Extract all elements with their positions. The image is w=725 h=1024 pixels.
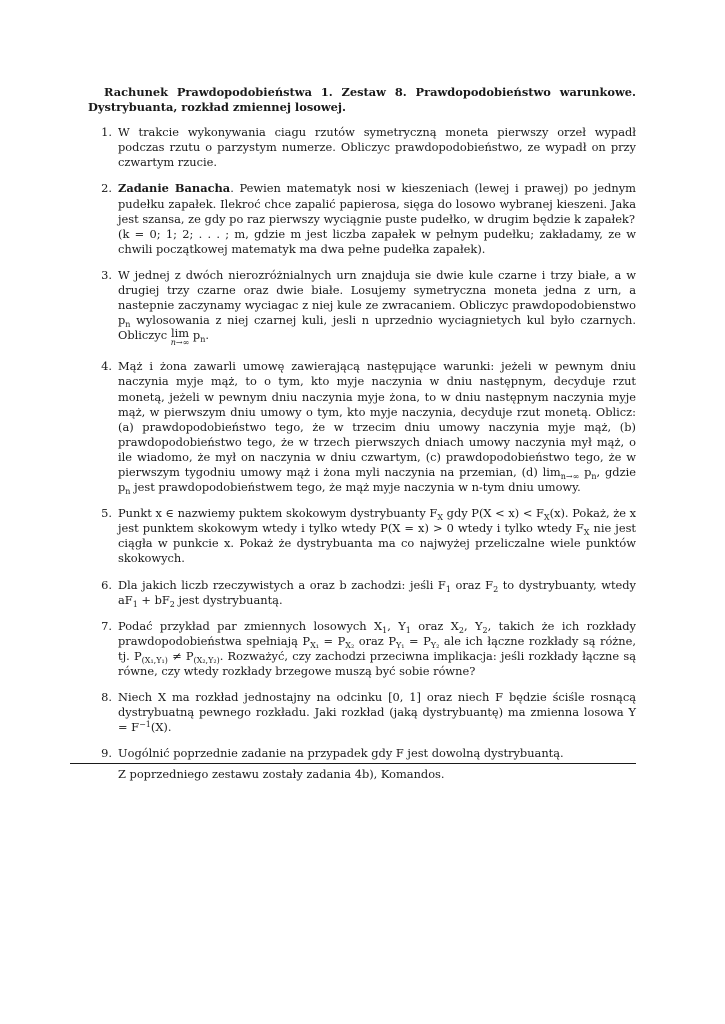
problem-3: 3. W jednej z dwóch nierozróżnialnych urn znajduja sie dwie kule czarne i trzy białe, a w drugiej trzy czarne oraz dwie białe. Losujemy symetryczna moneta jedna z urn, a nastepnie zaczynamy wyciagac z niej kule ze zwracaniem. Obliczyc prawdopodobienstwo $p_n$ wylosowania z niej czarnej kuli, jesli n uprzednio wyciagnietych kul było czarnych. Obliczyc lim n→∞ $p_n$. (101, 267, 636, 348)
problem-1: 1. W trakcie wykonywania ciagu rzutów symetryczną moneta pierwszy orzeł wypadł podczas rzutu o parzystym numerze. Obliczyc prawdopodobieństwo, ze wypadł on przy czwartym rzucie. (101, 125, 636, 170)
problem-7: 7. Podać przykład par zmiennych losowych $X_1$, $Y_1$ oraz $X_2$, $Y_2$, takich że ich rozkłady prawdopodobieństwa spełniają $P_{X_1} = P_{X_2}$ oraz $P_{Y_1} = P_{Y_2}$ ale ich łączne rozkłady są różne, tj. $P_{(X_1,Y_1)} \ne P_{(X_2,Y_2)}$. Rozważyć, czy zachodzi przeciwna implikacja: jeśli rozkłady łączne są równe, czy wtedy rozkłady brzegowe muszą być sobie równe? (101, 618, 637, 678)
page-title: Rachunek Prawdopodobieństwa 1. Zestaw 8. Prawdopodobieństwo warunkowe. Dystrybuanta, rozkład zmiennej losowej. (88, 85, 636, 115)
document-page (88, 85, 636, 783)
problem-5: 5. Punkt x ∈ nazwiemy puktem skokowym dystrybuanty $F_X$ gdy $P(X < x) < F_X(x)$. Pokaż, że x jest punktem skokowym wtedy i tylko wtedy P(X = x) > 0 wtedy i tylko wtedy $F_X$ nie jest ciągła w punkcie x. Pokaż że dystrybuanta ma co najwyżej przeliczalne wiele punktów skokowych. (101, 506, 636, 566)
problem-2: 2. Zadanie Banacha. Pewien matematyk nosi w kieszeniach (lewej i prawej) po jednym pudełku zapałek. Ilekroć chce zapalić papierosa, sięga do losowo wybranej kieszeni. Jaka jest szansa, ze gdy po raz pierwszy wyciągnie puste pudełko, w drugim będzie k zapałek? (k = 0; 1; 2; . . . ; m, gdzie m jest liczba zapałek w pełnym pudełku; zakładamy, ze w chwili początkowej matematyk ma dwa pełne pudełka zapałek). (101, 181, 636, 256)
problem-6: 6. Dla jakich liczb rzeczywistych a oraz b zachodzi: jeśli $F_1$ oraz $F_2$ to dystrybuanty, wtedy $aF_1 + bF_2$ jest dystrybuantą. (101, 577, 636, 609)
separator-rule (70, 763, 636, 764)
footer-note: Z poprzedniego zestawu zostały zadania 4b), Komandos. (118, 767, 445, 782)
problem-8: 8. Niech X ma rozkład jednostajny na odcinku [0, 1] oraz niech F będzie ściśle rosnącą dystrybuatną pewnego rozkładu. Jaki rozkład (jaką dystrybuantę) ma zmienna losowa $Y = F^{-1}(X)$. (101, 690, 636, 735)
problem-9: 9. Uogólnić poprzednie zadanie na przypadek gdy F jest dowolną dystrybuantą. (101, 746, 564, 761)
problem-4: 4. Mąż i żona zawarli umowę zawierającą następujące warunki: jeżeli w pewnym dniu naczynia myje mąż, to o tym, kto myje naczynia w dniu następnym, decyduje rzut monetą, jeżeli w pewnym dniu naczynia myje żona, to w dniu następnym naczynia myje mąż, w pierwszym dniu umowy o tym, kto myje naczynia, decyduje rzut monetą. Oblicz: (a) prawdopodobieństwo tego, że w trzecim dniu umowy naczynia myje mąż, (b) prawdopodobieństwo tego, że w trzech pierwszych dniach umowy naczynia mył mąż, o ile wiadomo, że mył on naczynia w dniu czwartym, (c) prawdopodobieństwo tego, że w pierwszym tygodniu umowy mąż i żona myli naczynia na przemian, (d) $\lim_{n\to\infty} p_n$, gdzie $p_n$ jest prawdopodobieństwem tego, że mąż myje naczynia w n-tym dniu umowy. (101, 359, 636, 497)
